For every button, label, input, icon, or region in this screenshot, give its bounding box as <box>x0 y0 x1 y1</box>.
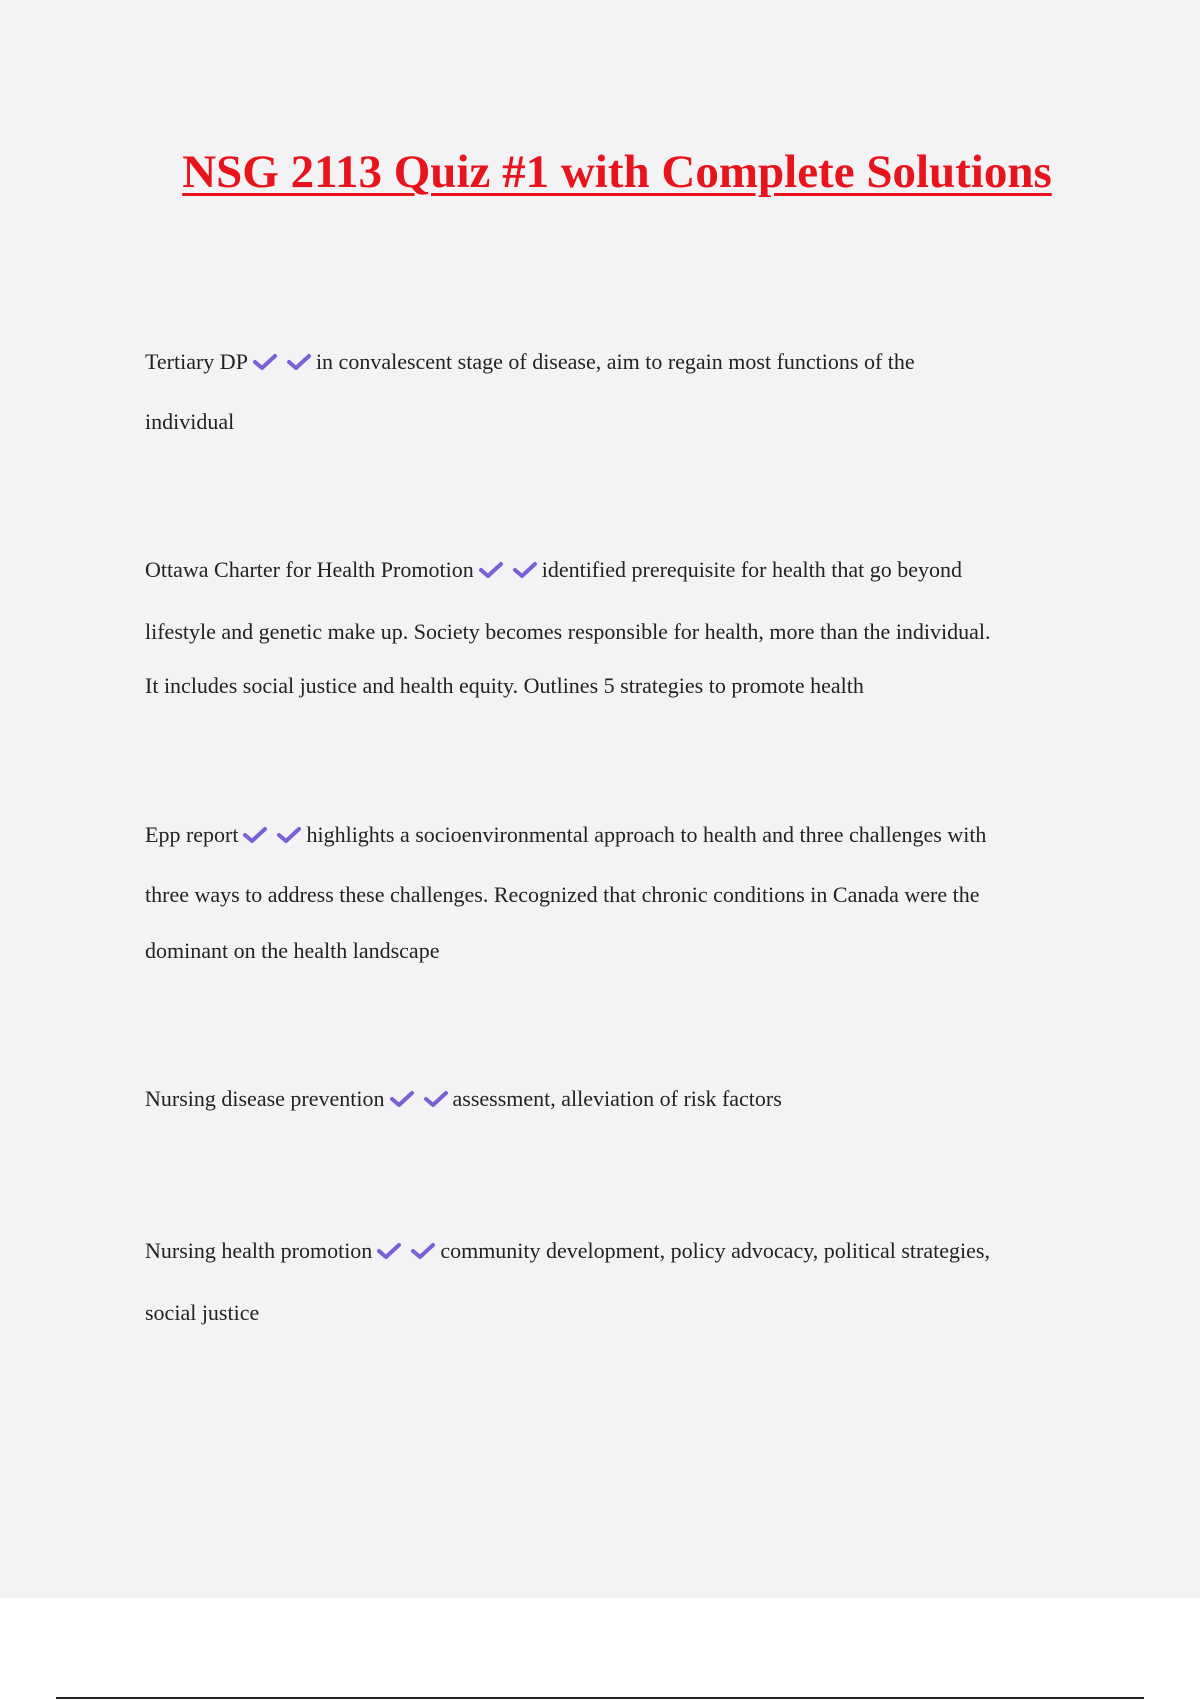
check-mark-icon <box>252 353 278 371</box>
entry-term: Epp report <box>145 822 239 847</box>
entry-line <box>145 348 915 376</box>
check-mark-icon <box>242 826 268 844</box>
entry-line <box>145 937 439 965</box>
entry-term: Nursing health promotion <box>145 1238 373 1263</box>
entry-term: Nursing disease prevention <box>145 1086 385 1111</box>
entry-line <box>145 618 991 646</box>
entry-definition: It includes social justice and health equity. Outlines 5 strategies to promote health <box>145 673 864 698</box>
entry-definition: assessment, alleviation of risk factors <box>452 1086 782 1111</box>
entry-definition: individual <box>145 409 235 434</box>
entry-definition: community development, policy advocacy, political strategies, <box>440 1238 990 1263</box>
entry-definition: three ways to address these challenges. Recognized that chronic conditions in Canada were the <box>145 882 980 907</box>
check-mark-icon <box>423 1090 449 1108</box>
check-mark-icon <box>410 1242 436 1260</box>
document-title: NSG 2113 Quiz #1 with Complete Solutions <box>182 146 1052 198</box>
footer-divider <box>56 1697 1144 1699</box>
entry-term: Ottawa Charter for Health Promotion <box>145 557 474 582</box>
check-mark-icon <box>286 353 312 371</box>
entry-definition: lifestyle and genetic make up. Society becomes responsible for health, more than the individual. <box>145 619 991 644</box>
check-mark-icon <box>478 561 504 579</box>
entry-definition: dominant on the health landscape <box>145 938 440 963</box>
entry-line <box>145 556 962 584</box>
entry-definition: identified prerequisite for health that go beyond <box>541 557 963 582</box>
entry-definition: social justice <box>145 1300 260 1325</box>
entry-line <box>145 672 864 700</box>
entry-term: Tertiary DP <box>145 349 248 374</box>
entry-line <box>145 1237 990 1265</box>
entry-line <box>145 821 986 849</box>
check-mark-icon <box>276 826 302 844</box>
entry-definition: highlights a socioenvironmental approach to health and three challenges with <box>306 822 987 847</box>
entry-definition: in convalescent stage of disease, aim to regain most functions of the <box>315 349 915 374</box>
entry-line <box>145 881 980 909</box>
entry-line <box>145 1085 782 1113</box>
entry-line <box>145 408 234 436</box>
check-mark-icon <box>389 1090 415 1108</box>
entry-line <box>145 1299 259 1327</box>
check-mark-icon <box>512 561 538 579</box>
check-mark-icon <box>376 1242 402 1260</box>
